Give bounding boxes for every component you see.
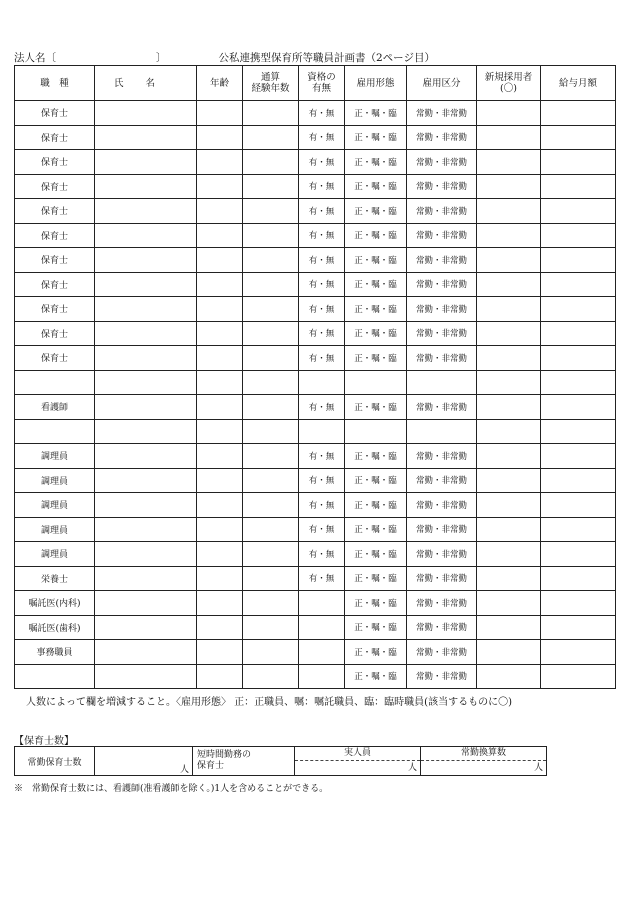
table-row: [15, 493, 616, 518]
actual-staff-unit: 人: [407, 763, 417, 773]
table-row: [15, 321, 616, 346]
row-age-field[interactable]: [197, 346, 243, 371]
row-name-field[interactable]: [95, 664, 197, 689]
row-employment-category[interactable]: 常勤・非常勤: [407, 174, 477, 199]
row-employment-form[interactable]: 正・嘱・臨: [345, 444, 407, 469]
row-new-hire-field[interactable]: [477, 346, 541, 371]
col-salary: 給与月額: [541, 66, 616, 101]
row-qualification[interactable]: 有・無: [299, 468, 345, 493]
table-row: [15, 615, 616, 640]
footnote: ※ 常勤保育士数には、看護師(准看護師を除く。)1人を含めることができる。: [14, 784, 329, 794]
row-salary-field[interactable]: [541, 125, 616, 150]
row-salary-field[interactable]: [541, 468, 616, 493]
row-employment-category[interactable]: 常勤・非常勤: [407, 199, 477, 224]
row-salary-field[interactable]: [541, 223, 616, 248]
row-years-field[interactable]: [243, 125, 299, 150]
row-employment-form[interactable]: 正・嘱・臨: [345, 125, 407, 150]
row-qualification[interactable]: 有・無: [299, 566, 345, 591]
table-row: [15, 444, 616, 469]
row-qualification[interactable]: 有・無: [299, 395, 345, 420]
row-age-field[interactable]: [197, 566, 243, 591]
row-salary-field[interactable]: [541, 150, 616, 175]
row-years-field[interactable]: [243, 346, 299, 371]
row-new-hire-field[interactable]: [477, 517, 541, 542]
table-row: [15, 248, 616, 273]
row-job: 保育士: [15, 150, 95, 175]
row-qualification[interactable]: [299, 591, 345, 616]
row-name-field[interactable]: [95, 444, 197, 469]
row-employment-form[interactable]: 正・嘱・臨: [345, 248, 407, 273]
row-new-hire-field[interactable]: [477, 615, 541, 640]
row-employment-category[interactable]: 常勤・非常勤: [407, 297, 477, 322]
row-new-hire-field[interactable]: [477, 664, 541, 689]
row-job: 保育士: [15, 297, 95, 322]
row-name-field[interactable]: [95, 297, 197, 322]
row-job: 保育士: [15, 101, 95, 126]
row-qualification[interactable]: 有・無: [299, 223, 345, 248]
document-title: 公私連携型保育所等職員計画書（2ページ目）: [218, 52, 435, 64]
row-new-hire-field[interactable]: [477, 493, 541, 518]
table-row: [15, 591, 616, 616]
row-new-hire-field[interactable]: [477, 640, 541, 665]
row-employment-category[interactable]: 常勤・非常勤: [407, 125, 477, 150]
row-qualification[interactable]: 有・無: [299, 248, 345, 273]
col-years: 通算 経験年数: [243, 66, 299, 101]
row-name-field[interactable]: [95, 493, 197, 518]
row-salary-field[interactable]: [541, 566, 616, 591]
row-age-field[interactable]: [197, 542, 243, 567]
row-qualification[interactable]: 有・無: [299, 272, 345, 297]
actual-staff-label: 実人員: [295, 747, 420, 761]
row-job: 保育士: [15, 272, 95, 297]
table-row: [15, 150, 616, 175]
row-employment-category[interactable]: 常勤・非常勤: [407, 321, 477, 346]
row-new-hire-field[interactable]: [477, 223, 541, 248]
row-employment-category[interactable]: 常勤・非常勤: [407, 444, 477, 469]
row-employment-form[interactable]: 正・嘱・臨: [345, 542, 407, 567]
row-years-field[interactable]: [243, 395, 299, 420]
row-employment-category[interactable]: 常勤・非常勤: [407, 346, 477, 371]
row-name-field[interactable]: [95, 346, 197, 371]
row-salary-field[interactable]: [541, 272, 616, 297]
converted-count-label: 常勤換算数: [421, 747, 546, 761]
row-employment-form[interactable]: 正・嘱・臨: [345, 566, 407, 591]
converted-count-cell[interactable]: [421, 747, 547, 776]
row-job: 保育士: [15, 199, 95, 224]
row-employment-category[interactable]: 常勤・非常勤: [407, 468, 477, 493]
row-salary-field[interactable]: [541, 370, 616, 395]
row-new-hire-field[interactable]: [477, 591, 541, 616]
fulltime-count-field[interactable]: [95, 747, 193, 776]
row-name-field[interactable]: [95, 615, 197, 640]
row-qualification[interactable]: 有・無: [299, 199, 345, 224]
row-job: 栄養士: [15, 566, 95, 591]
row-age-field[interactable]: [197, 370, 243, 395]
row-years-field[interactable]: [243, 640, 299, 665]
nursery-count-title: 【保育士数】: [14, 736, 74, 747]
row-years-field[interactable]: [243, 101, 299, 126]
row-salary-field[interactable]: [541, 248, 616, 273]
row-new-hire-field[interactable]: [477, 272, 541, 297]
corp-name-label: 法人名〔: [14, 52, 56, 64]
row-new-hire-field[interactable]: [477, 395, 541, 420]
row-salary-field[interactable]: [541, 199, 616, 224]
row-age-field[interactable]: [197, 174, 243, 199]
row-age-field[interactable]: [197, 199, 243, 224]
row-qualification[interactable]: 有・無: [299, 517, 345, 542]
table-row: [15, 542, 616, 567]
row-new-hire-field[interactable]: [477, 370, 541, 395]
row-salary-field[interactable]: [541, 591, 616, 616]
row-new-hire-field[interactable]: [477, 150, 541, 175]
row-employment-form[interactable]: 正・嘱・臨: [345, 664, 407, 689]
row-employment-form[interactable]: 正・嘱・臨: [345, 591, 407, 616]
col-new-hire: 新規採用者 (〇): [477, 66, 541, 101]
table-row: [15, 566, 616, 591]
row-employment-category[interactable]: 常勤・非常勤: [407, 615, 477, 640]
row-employment-form[interactable]: 正・嘱・臨: [345, 223, 407, 248]
fulltime-count-unit: 人: [179, 765, 189, 775]
row-new-hire-field[interactable]: [477, 542, 541, 567]
table-row: [15, 125, 616, 150]
row-employment-form[interactable]: [345, 370, 407, 395]
row-age-field[interactable]: [197, 395, 243, 420]
row-name-field[interactable]: [95, 370, 197, 395]
row-job: 保育士: [15, 346, 95, 371]
row-qualification[interactable]: 有・無: [299, 493, 345, 518]
row-years-field[interactable]: [243, 664, 299, 689]
col-name: 氏名: [95, 66, 197, 101]
staff-plan-table: [14, 65, 616, 689]
row-new-hire-field[interactable]: [477, 444, 541, 469]
row-age-field[interactable]: [197, 297, 243, 322]
row-salary-field[interactable]: [541, 395, 616, 420]
table-row: [15, 517, 616, 542]
row-job: 事務職員: [15, 640, 95, 665]
row-new-hire-field[interactable]: [477, 566, 541, 591]
row-age-field[interactable]: [197, 101, 243, 126]
row-name-field[interactable]: [95, 640, 197, 665]
row-employment-category[interactable]: [407, 419, 477, 444]
row-job: 保育士: [15, 223, 95, 248]
row-qualification[interactable]: [299, 640, 345, 665]
row-years-field[interactable]: [243, 419, 299, 444]
row-age-field[interactable]: [197, 468, 243, 493]
row-qualification[interactable]: 有・無: [299, 150, 345, 175]
row-employment-form[interactable]: 正・嘱・臨: [345, 493, 407, 518]
table-row: [15, 664, 616, 689]
row-employment-category[interactable]: 常勤・非常勤: [407, 223, 477, 248]
row-years-field[interactable]: [243, 370, 299, 395]
row-name-field[interactable]: [95, 321, 197, 346]
row-years-field[interactable]: [243, 542, 299, 567]
row-job: [15, 419, 95, 444]
row-employment-form[interactable]: 正・嘱・臨: [345, 150, 407, 175]
row-employment-form[interactable]: 正・嘱・臨: [345, 199, 407, 224]
row-employment-form[interactable]: 正・嘱・臨: [345, 346, 407, 371]
row-name-field[interactable]: [95, 223, 197, 248]
row-qualification[interactable]: [299, 370, 345, 395]
table-row: [15, 199, 616, 224]
row-salary-field[interactable]: [541, 517, 616, 542]
row-employment-category[interactable]: 常勤・非常勤: [407, 395, 477, 420]
col-employment-form: 雇用形態: [345, 66, 407, 101]
row-years-field[interactable]: [243, 297, 299, 322]
row-name-field[interactable]: [95, 566, 197, 591]
row-job: 嘱託医(内科): [15, 591, 95, 616]
row-employment-form[interactable]: 正・嘱・臨: [345, 174, 407, 199]
row-employment-category[interactable]: [407, 370, 477, 395]
row-qualification[interactable]: 有・無: [299, 101, 345, 126]
row-salary-field[interactable]: [541, 346, 616, 371]
row-job: 調理員: [15, 542, 95, 567]
row-salary-field[interactable]: [541, 297, 616, 322]
row-job: 保育士: [15, 321, 95, 346]
row-salary-field[interactable]: [541, 640, 616, 665]
actual-staff-cell[interactable]: [295, 747, 421, 776]
row-name-field[interactable]: [95, 542, 197, 567]
row-qualification[interactable]: 有・無: [299, 346, 345, 371]
table-row: [15, 395, 616, 420]
row-name-field[interactable]: [95, 468, 197, 493]
row-name-field[interactable]: [95, 150, 197, 175]
table-header-row: [15, 66, 616, 101]
row-employment-form[interactable]: 正・嘱・臨: [345, 321, 407, 346]
fulltime-count-label: 常勤保育士数: [15, 747, 95, 776]
table-row: [15, 370, 616, 395]
row-years-field[interactable]: [243, 444, 299, 469]
row-job: [15, 370, 95, 395]
row-job: 嘱託医(歯科): [15, 615, 95, 640]
row-years-field[interactable]: [243, 493, 299, 518]
table-row: [15, 297, 616, 322]
table-row: [15, 223, 616, 248]
table-row: [15, 468, 616, 493]
row-age-field[interactable]: [197, 493, 243, 518]
col-qualification: 資格の 有無: [299, 66, 345, 101]
row-age-field[interactable]: [197, 272, 243, 297]
short-time-label: 短時間勤務の 保育士: [193, 747, 295, 776]
row-job: 調理員: [15, 444, 95, 469]
nursery-count-table: [14, 746, 547, 776]
row-employment-form[interactable]: 正・嘱・臨: [345, 517, 407, 542]
row-salary-field[interactable]: [541, 615, 616, 640]
row-age-field[interactable]: [197, 615, 243, 640]
row-job: 看護師: [15, 395, 95, 420]
row-years-field[interactable]: [243, 272, 299, 297]
row-qualification[interactable]: [299, 664, 345, 689]
row-years-field[interactable]: [243, 174, 299, 199]
row-years-field[interactable]: [243, 321, 299, 346]
table-row: [15, 419, 616, 444]
row-salary-field[interactable]: [541, 493, 616, 518]
row-qualification[interactable]: [299, 615, 345, 640]
row-age-field[interactable]: [197, 419, 243, 444]
table-row: [15, 640, 616, 665]
row-qualification[interactable]: 有・無: [299, 444, 345, 469]
table-row: [15, 346, 616, 371]
row-years-field[interactable]: [243, 199, 299, 224]
row-job: 保育士: [15, 174, 95, 199]
row-new-hire-field[interactable]: [477, 321, 541, 346]
row-employment-category[interactable]: 常勤・非常勤: [407, 591, 477, 616]
row-name-field[interactable]: [95, 517, 197, 542]
row-qualification[interactable]: 有・無: [299, 297, 345, 322]
row-years-field[interactable]: [243, 615, 299, 640]
row-job: 調理員: [15, 468, 95, 493]
form-header: [14, 50, 435, 65]
row-employment-category[interactable]: 常勤・非常勤: [407, 640, 477, 665]
table-row: [15, 272, 616, 297]
row-salary-field[interactable]: [541, 419, 616, 444]
row-years-field[interactable]: [243, 517, 299, 542]
row-employment-form[interactable]: 正・嘱・臨: [345, 395, 407, 420]
row-job: 調理員: [15, 493, 95, 518]
row-employment-form[interactable]: 正・嘱・臨: [345, 640, 407, 665]
row-salary-field[interactable]: [541, 444, 616, 469]
employment-form-note: 人数によって欄を増減すること。〈雇用形態〉 正：正職員、嘱：嘱託職員、臨：臨時職員(該当するものに〇): [26, 697, 512, 708]
row-employment-form[interactable]: 正・嘱・臨: [345, 297, 407, 322]
col-employment-category: 雇用区分: [407, 66, 477, 101]
row-years-field[interactable]: [243, 566, 299, 591]
col-age: 年齢: [197, 66, 243, 101]
row-employment-category[interactable]: 常勤・非常勤: [407, 493, 477, 518]
row-age-field[interactable]: [197, 591, 243, 616]
row-qualification[interactable]: 有・無: [299, 542, 345, 567]
row-new-hire-field[interactable]: [477, 297, 541, 322]
row-name-field[interactable]: [95, 174, 197, 199]
row-salary-field[interactable]: [541, 664, 616, 689]
row-name-field[interactable]: [95, 101, 197, 126]
row-employment-category[interactable]: 常勤・非常勤: [407, 542, 477, 567]
row-employment-category[interactable]: 常勤・非常勤: [407, 101, 477, 126]
row-employment-form[interactable]: 正・嘱・臨: [345, 615, 407, 640]
row-name-field[interactable]: [95, 248, 197, 273]
row-new-hire-field[interactable]: [477, 419, 541, 444]
row-age-field[interactable]: [197, 248, 243, 273]
row-employment-category[interactable]: 常勤・非常勤: [407, 150, 477, 175]
row-years-field[interactable]: [243, 150, 299, 175]
converted-count-unit: 人: [533, 763, 543, 773]
row-age-field[interactable]: [197, 517, 243, 542]
corp-name-close: 〕: [156, 52, 167, 64]
table-row: [15, 174, 616, 199]
row-employment-form[interactable]: 正・嘱・臨: [345, 468, 407, 493]
row-qualification[interactable]: [299, 419, 345, 444]
row-employment-category[interactable]: 常勤・非常勤: [407, 566, 477, 591]
row-age-field[interactable]: [197, 150, 243, 175]
row-job: 保育士: [15, 125, 95, 150]
row-salary-field[interactable]: [541, 542, 616, 567]
row-name-field[interactable]: [95, 395, 197, 420]
row-years-field[interactable]: [243, 248, 299, 273]
row-age-field[interactable]: [197, 664, 243, 689]
row-qualification[interactable]: 有・無: [299, 321, 345, 346]
table-row: [15, 101, 616, 126]
row-qualification[interactable]: 有・無: [299, 125, 345, 150]
row-new-hire-field[interactable]: [477, 125, 541, 150]
row-years-field[interactable]: [243, 223, 299, 248]
row-new-hire-field[interactable]: [477, 199, 541, 224]
row-name-field[interactable]: [95, 125, 197, 150]
row-age-field[interactable]: [197, 444, 243, 469]
row-name-field[interactable]: [95, 272, 197, 297]
row-new-hire-field[interactable]: [477, 248, 541, 273]
row-employment-form[interactable]: 正・嘱・臨: [345, 272, 407, 297]
row-job: 調理員: [15, 517, 95, 542]
row-employment-category[interactable]: 常勤・非常勤: [407, 664, 477, 689]
row-employment-form[interactable]: 正・嘱・臨: [345, 101, 407, 126]
row-age-field[interactable]: [197, 321, 243, 346]
row-qualification[interactable]: 有・無: [299, 174, 345, 199]
row-salary-field[interactable]: [541, 101, 616, 126]
row-employment-category[interactable]: 常勤・非常勤: [407, 272, 477, 297]
row-name-field[interactable]: [95, 419, 197, 444]
row-age-field[interactable]: [197, 640, 243, 665]
row-age-field[interactable]: [197, 125, 243, 150]
row-age-field[interactable]: [197, 223, 243, 248]
row-name-field[interactable]: [95, 199, 197, 224]
row-years-field[interactable]: [243, 468, 299, 493]
row-salary-field[interactable]: [541, 321, 616, 346]
row-new-hire-field[interactable]: [477, 468, 541, 493]
row-employment-category[interactable]: 常勤・非常勤: [407, 517, 477, 542]
row-years-field[interactable]: [243, 591, 299, 616]
row-name-field[interactable]: [95, 591, 197, 616]
row-employment-form[interactable]: [345, 419, 407, 444]
row-employment-category[interactable]: 常勤・非常勤: [407, 248, 477, 273]
row-new-hire-field[interactable]: [477, 174, 541, 199]
row-job: 保育士: [15, 248, 95, 273]
row-salary-field[interactable]: [541, 174, 616, 199]
row-job: [15, 664, 95, 689]
col-job: 職 種: [15, 66, 95, 101]
row-new-hire-field[interactable]: [477, 101, 541, 126]
